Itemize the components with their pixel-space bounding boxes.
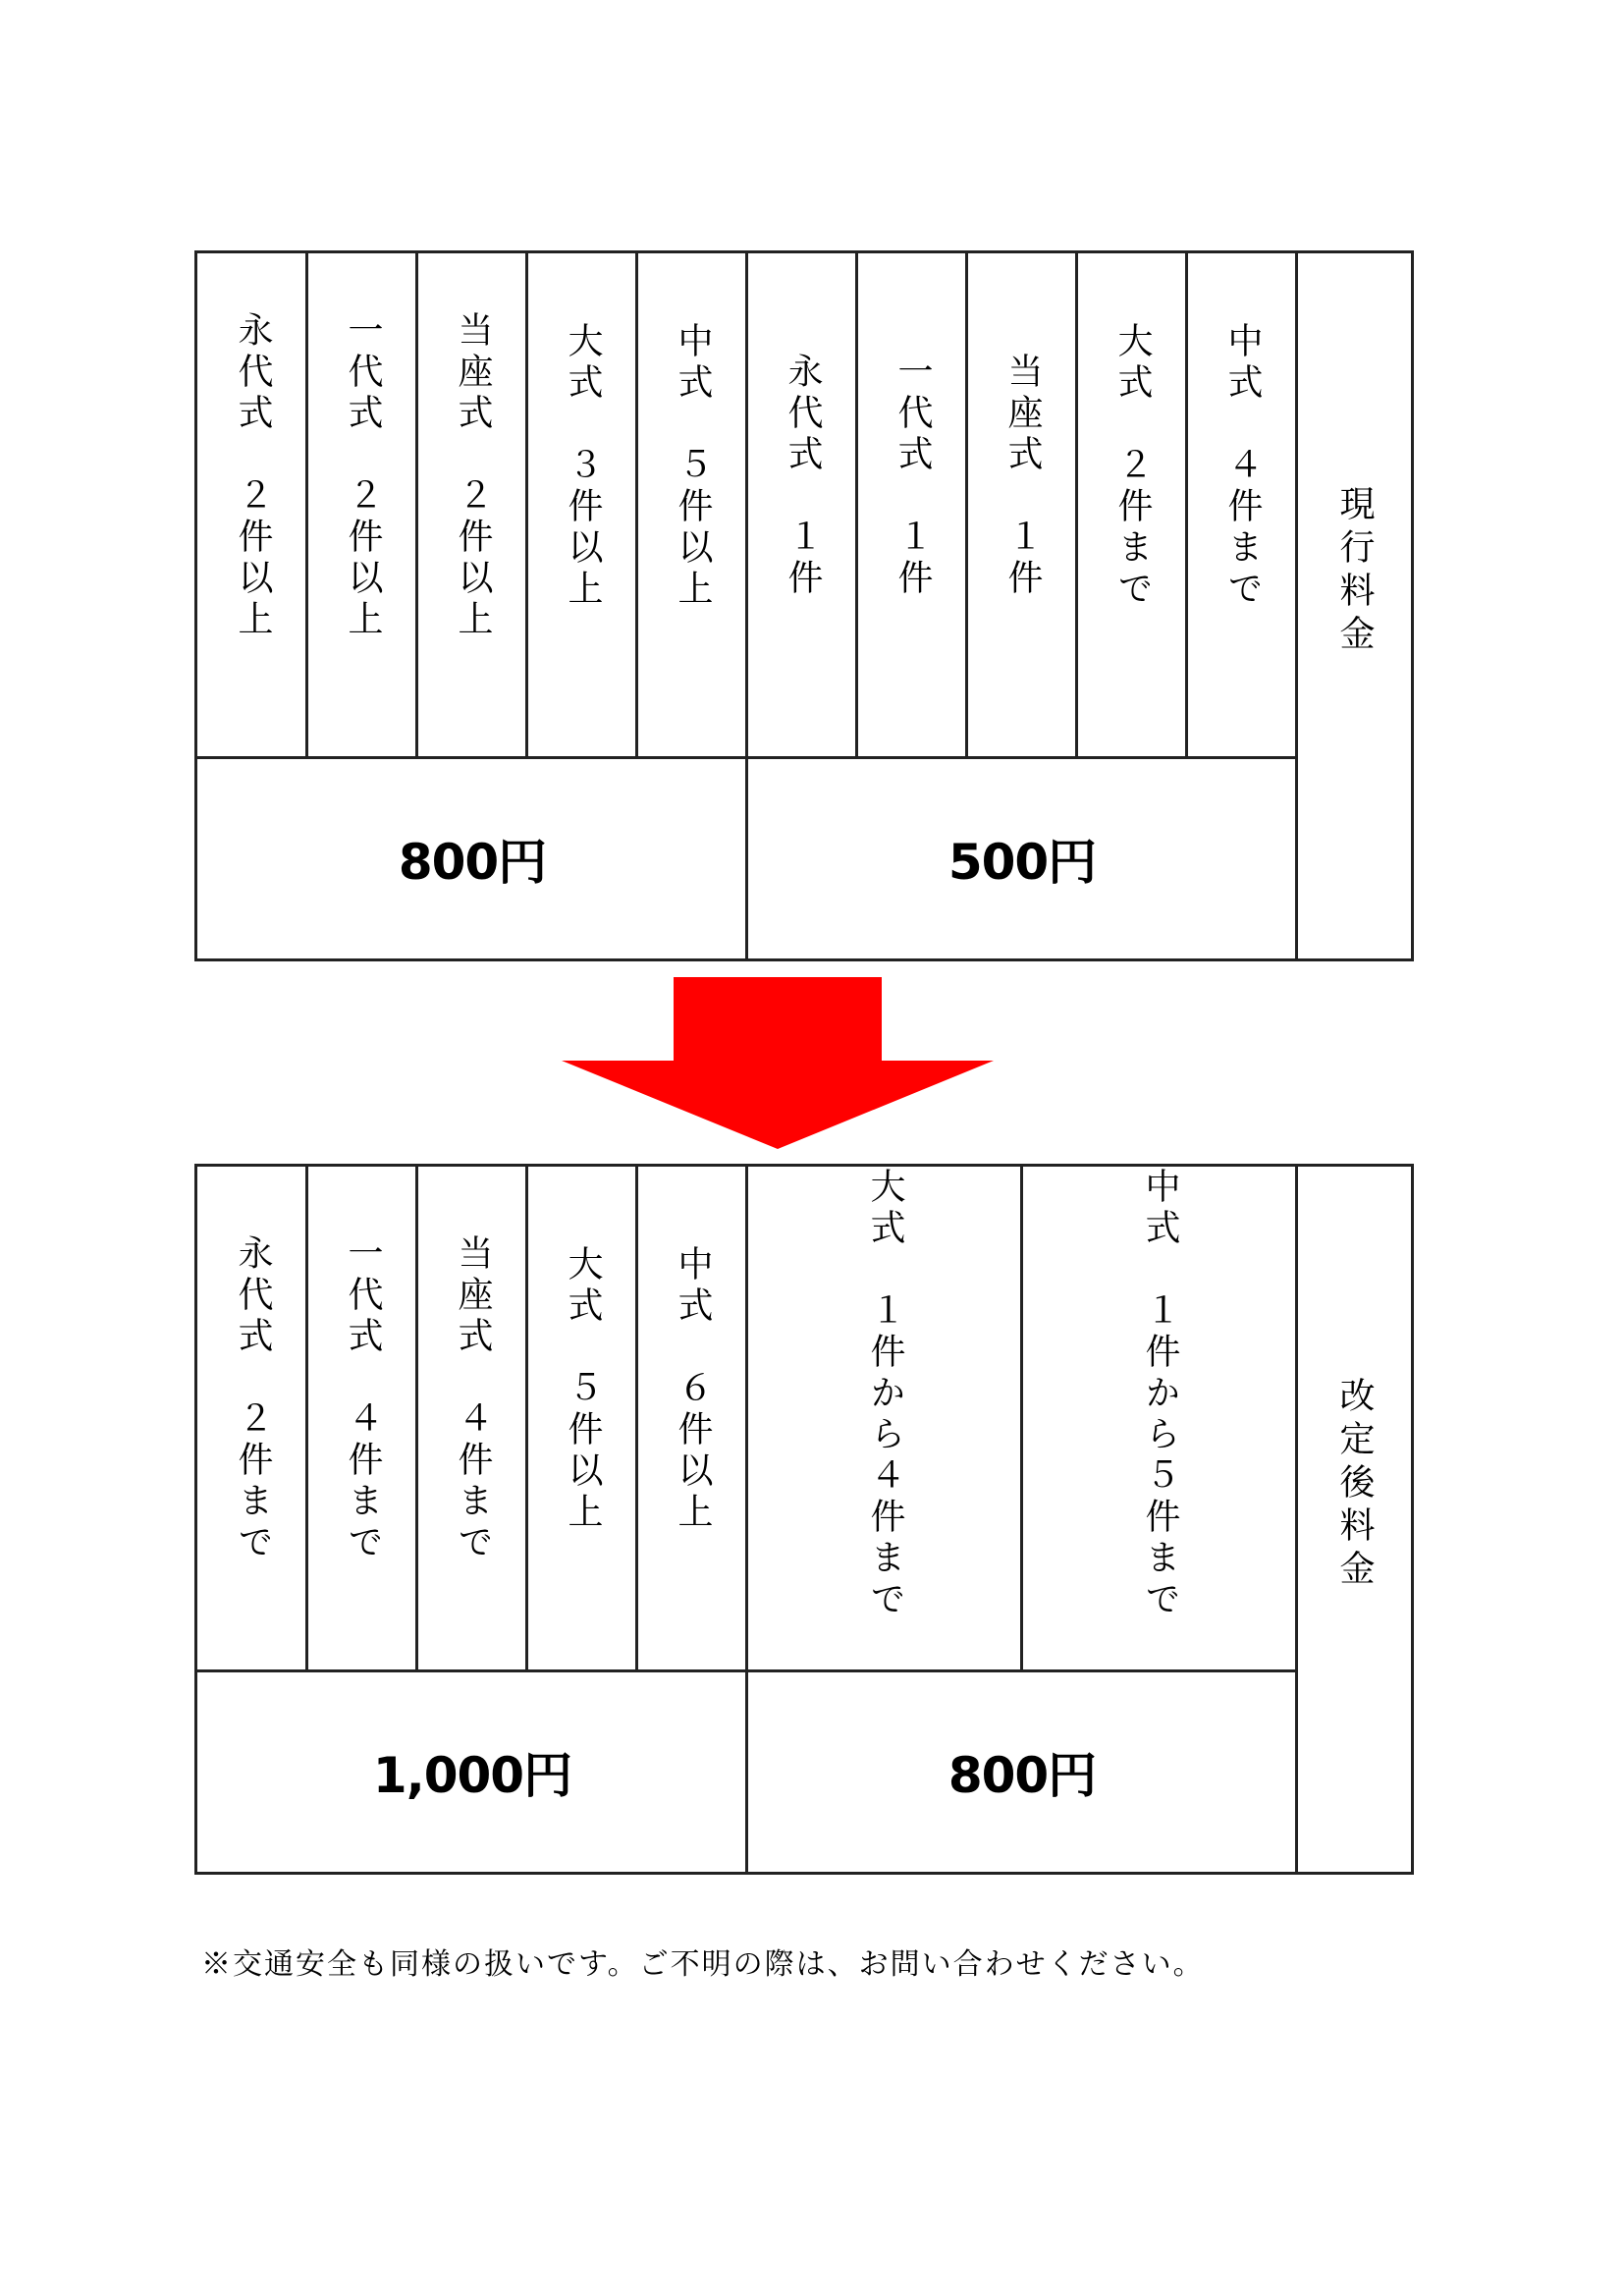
price-value: 800円: [398, 834, 547, 891]
revised-col-2: [307, 1167, 417, 1671]
col-label: 大式 １件から４件まで: [865, 1168, 905, 1621]
divider: [525, 1167, 528, 1671]
current-col-7: [857, 253, 967, 758]
current-price-table: [194, 250, 1414, 961]
col-label: 中式 ４件まで: [1222, 322, 1263, 611]
down-arrow-icon: [562, 977, 994, 1149]
revised-price-left: [197, 1671, 747, 1872]
revised-price-table: [194, 1164, 1414, 1875]
divider: [1295, 1167, 1298, 1872]
divider: [1295, 253, 1298, 958]
col-label: 中式 ６件以上: [673, 1245, 713, 1534]
header-label: 改定後料金: [1334, 1377, 1375, 1593]
col-label: 当座式 ２件以上: [453, 311, 493, 641]
divider: [305, 1167, 308, 1671]
header-label: 現行料金: [1334, 485, 1375, 658]
col-label: 当座式 １件: [1002, 353, 1043, 600]
col-label: 永代式 １件: [783, 353, 823, 600]
current-col-3: [417, 253, 527, 758]
current-col-8: [967, 253, 1077, 758]
col-label: 大式 ５件以上: [563, 1245, 603, 1534]
current-col-6: [747, 253, 857, 758]
divider: [197, 756, 1297, 759]
col-label: 永代式 ２件以上: [233, 311, 273, 641]
col-label: 大式 ３件以上: [563, 322, 603, 611]
divider: [635, 253, 638, 758]
col-label: 一代式 ４件まで: [343, 1234, 383, 1564]
current-col-2: [307, 253, 417, 758]
col-label: 中式 ５件以上: [673, 322, 713, 611]
divider: [415, 253, 418, 758]
revised-col-1: [197, 1167, 307, 1671]
col-label: 中式 １件から５件まで: [1140, 1168, 1180, 1621]
current-price-left: [197, 758, 747, 958]
revised-col-4: [527, 1167, 637, 1671]
price-value: 1,000円: [372, 1747, 572, 1804]
revised-col-7: [1022, 1167, 1297, 1671]
divider: [965, 253, 968, 758]
current-header: [1297, 253, 1411, 958]
price-value: 800円: [947, 1747, 1097, 1804]
col-label: 当座式 ４件まで: [453, 1234, 493, 1564]
divider: [305, 253, 308, 758]
current-col-9: [1077, 253, 1187, 758]
footnote: ※交通安全も同様の扱いです。ご不明の際は、お問い合わせください。: [201, 1947, 1205, 1982]
current-col-1: [197, 253, 307, 758]
col-label: 一代式 １件: [893, 353, 933, 600]
divider: [1020, 1167, 1023, 1671]
col-label: 永代式 ２件まで: [233, 1234, 273, 1564]
current-col-10: [1187, 253, 1297, 758]
divider: [745, 253, 748, 958]
divider: [1075, 253, 1078, 758]
current-col-4: [527, 253, 637, 758]
col-label: 一代式 ２件以上: [343, 311, 383, 641]
price-value: 500円: [947, 834, 1097, 891]
revised-col-5: [637, 1167, 747, 1671]
divider: [745, 1167, 748, 1872]
divider: [855, 253, 858, 758]
revised-price-right: [747, 1671, 1297, 1872]
divider: [635, 1167, 638, 1671]
revised-col-3: [417, 1167, 527, 1671]
divider: [197, 1669, 1297, 1672]
col-label: 大式 ２件まで: [1112, 322, 1153, 611]
revised-header: [1297, 1167, 1411, 1872]
divider: [415, 1167, 418, 1671]
divider: [1185, 253, 1188, 758]
current-price-right: [747, 758, 1297, 958]
divider: [525, 253, 528, 758]
current-col-5: [637, 253, 747, 758]
revised-col-6: [747, 1167, 1022, 1671]
